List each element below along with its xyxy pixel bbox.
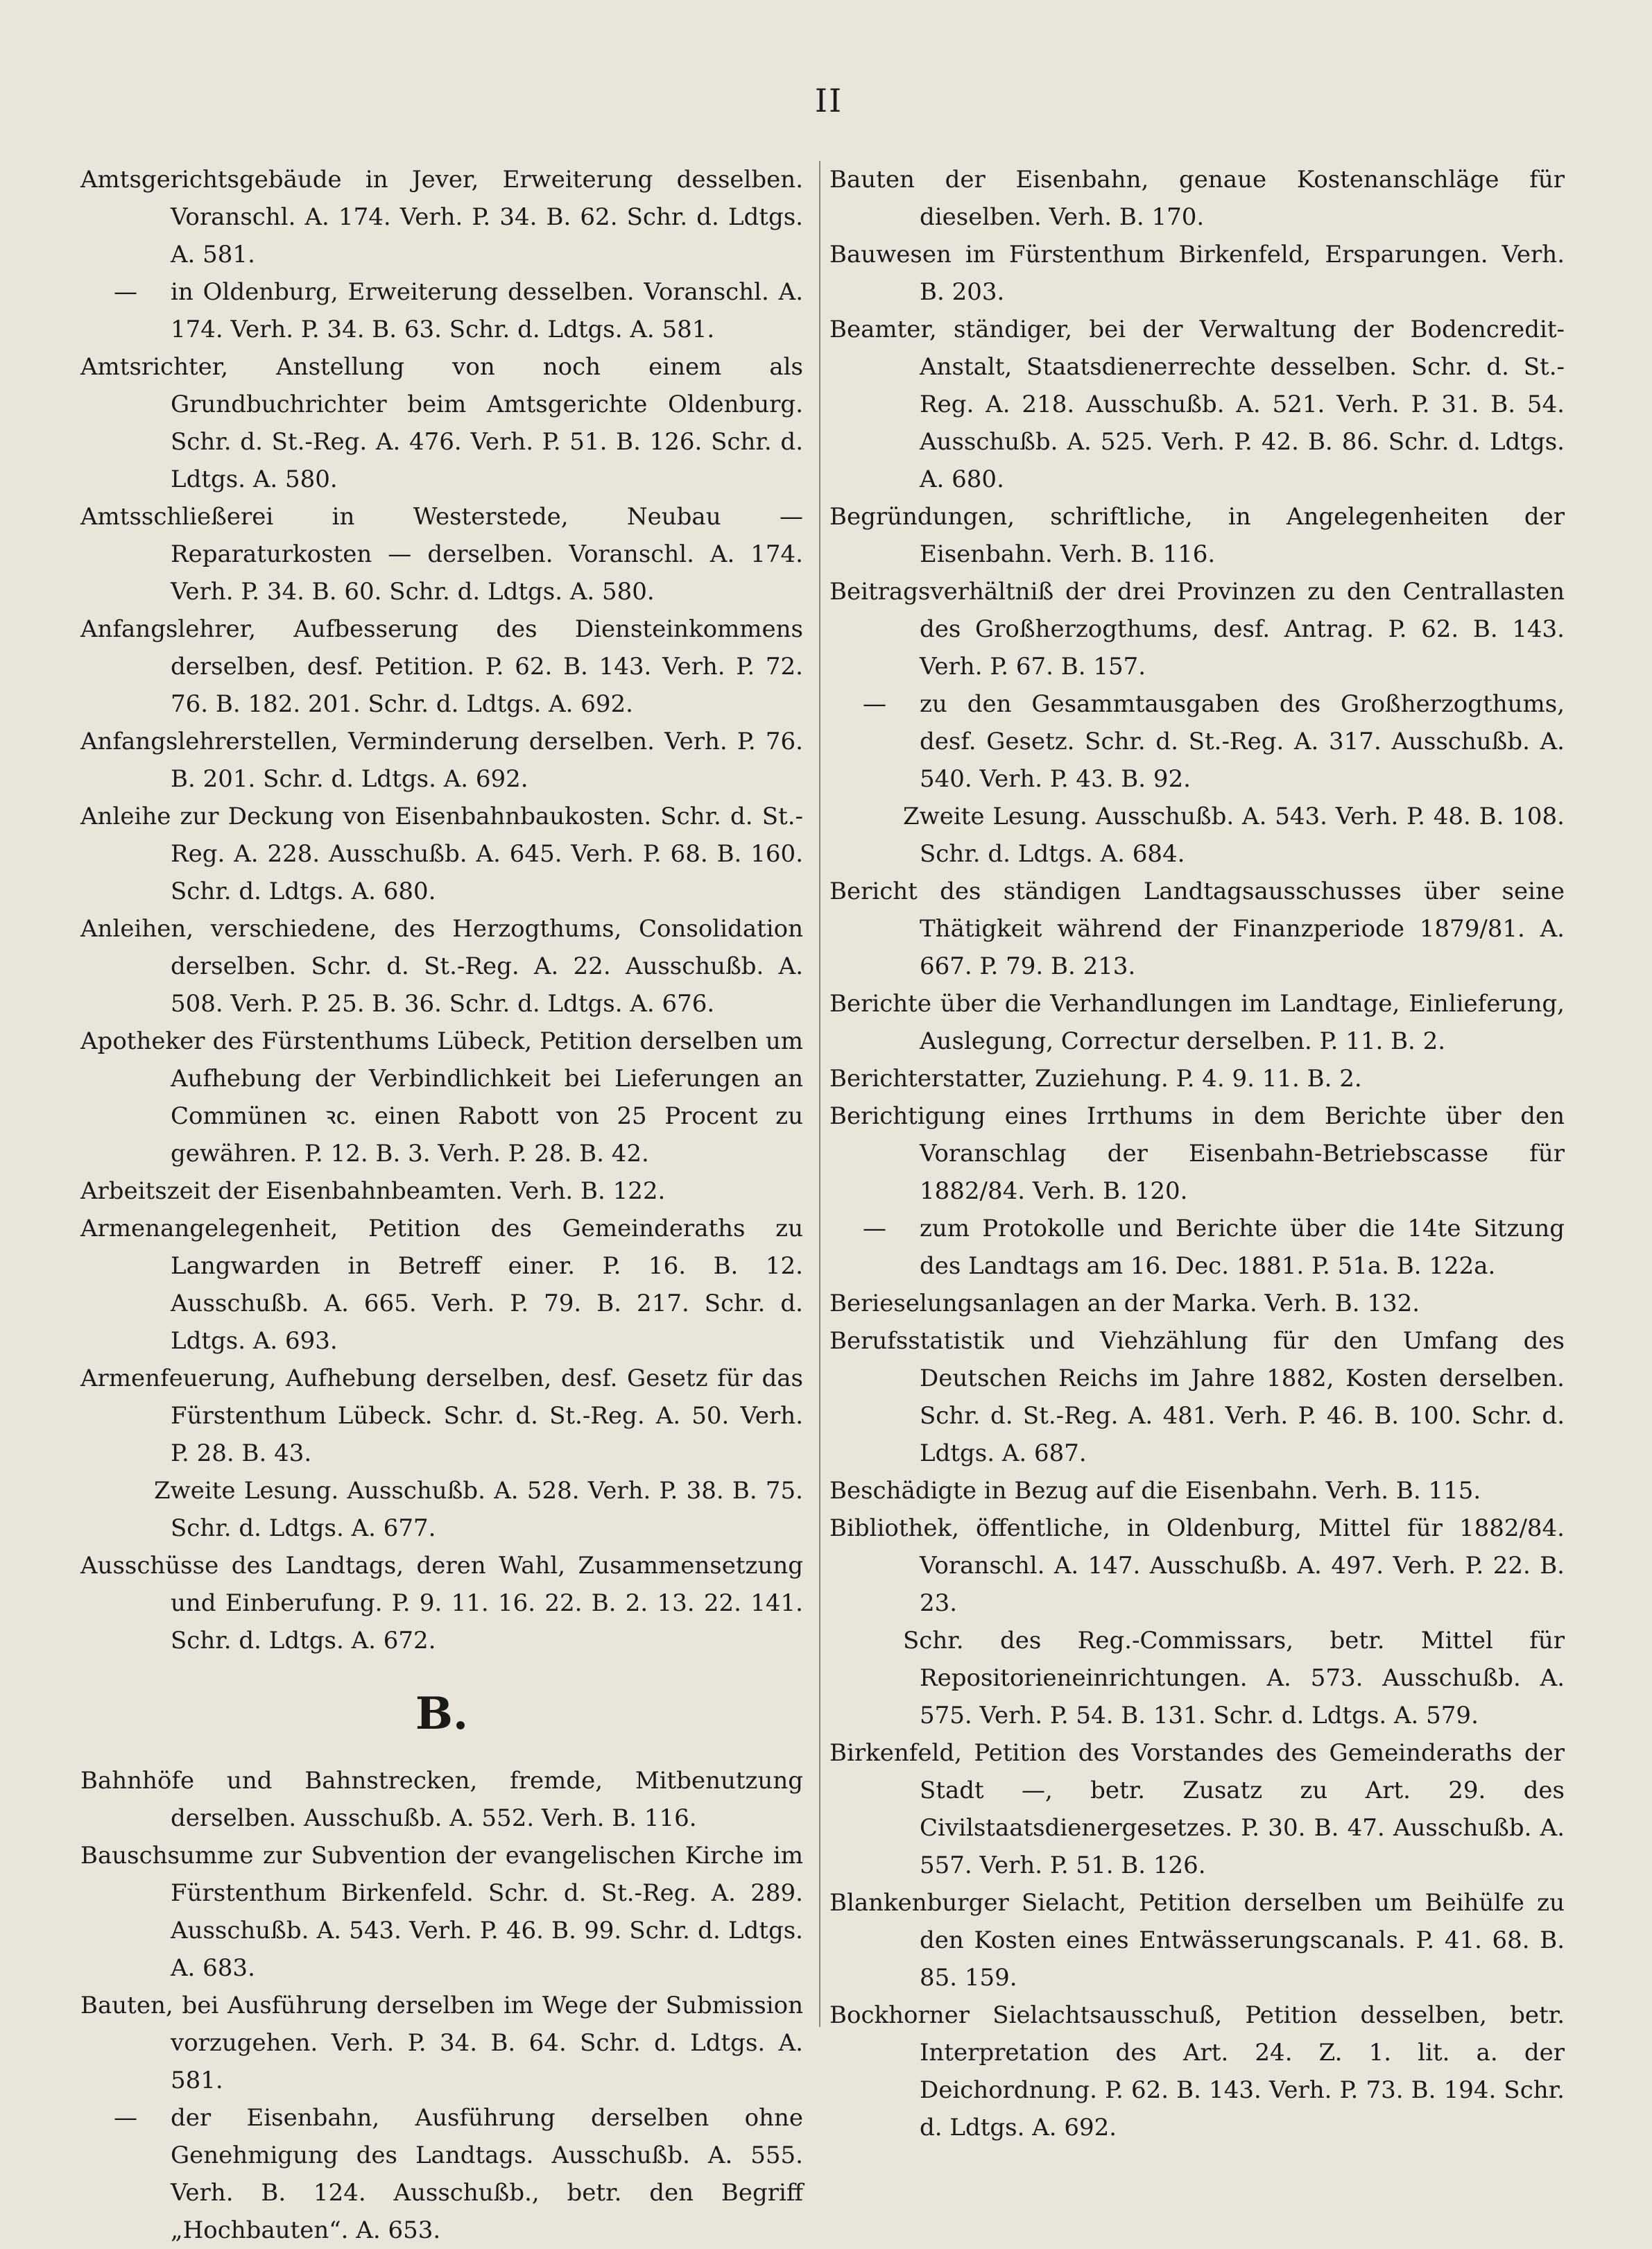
- index-entry: Beamter, ständiger, bei der Verwaltung der Bodencredit-Anstalt, Staatsdienerrechte desselben. Schr. d. St.-Reg. A. 218. Ausschußb. A. 521. Verh. P. 31. B. 54. Ausschußb. A. 525. Verh. P. 42. B. 86. Schr. d. Ldtgs. A. 680.: [829, 316, 1565, 493]
- index-subentry: [829, 685, 1565, 798]
- index-entry: Berichterstatter, Zuziehung. P. 4. 9. 11. B. 2.: [829, 1065, 1362, 1093]
- index-entry: Bericht des ständigen Landtagsausschusses über seine Thätigkeit während der Finanzperiode 1879/81. A. 667. P. 79. B. 213.: [829, 878, 1565, 980]
- left-column: [80, 161, 803, 2249]
- index-subentry: [829, 1210, 1565, 1285]
- index-subentry: [80, 2099, 803, 2249]
- index-entry: Bibliothek, öffentliche, in Oldenburg, Mittel für 1882/84. Voranschl. A. 147. Ausschußb. A. 497. Verh. P. 22. B. 23.: [829, 1514, 1565, 1617]
- index-subentry-text: der Eisenbahn, Ausführung derselben ohne Genehmigung des Landtags. Ausschußb. A. 555. Verh. B. 124. Ausschußb., betr. den Begriff „Hochbauten“. A. 653.: [171, 2104, 803, 2244]
- continuation-dash: —: [114, 2104, 137, 2132]
- index-continuation: Zweite Lesung. Ausschußb. A. 528. Verh. P. 38. B. 75. Schr. d. Ldtgs. A. 677.: [154, 1477, 803, 1542]
- index-entry: Birkenfeld, Petition des Vorstandes des Gemeinderaths der Stadt —, betr. Zusatz zu Art. 29. des Civilstaatsdienergesetzes. P. 30. B. 47. Ausschußb. A. 557. Verh. P. 51. B. 126.: [829, 1739, 1565, 1879]
- continuation-dash: —: [863, 690, 886, 718]
- index-entry: Blankenburger Sielacht, Petition derselben um Beihülfe zu den Kosten eines Entwässerungscanals. P. 41. 68. B. 85. 159.: [829, 1889, 1565, 1992]
- index-entry: Begründungen, schriftliche, in Angelegenheiten der Eisenbahn. Verh. B. 116.: [829, 503, 1565, 568]
- index-entry: Armenangelegenheit, Petition des Gemeinderaths zu Langwarden in Betreff einer. P. 16. B. 12. Ausschußb. A. 665. Verh. P. 79. B. 217. Schr. d. Ldtgs. A. 693.: [80, 1215, 803, 1355]
- column-divider: [819, 161, 820, 2027]
- index-entry: Armenfeuerung, Aufhebung derselben, desf. Gesetz für das Fürstenthum Lübeck. Schr. d. St.-Reg. A. 50. Verh. P. 28. B. 43.: [80, 1365, 803, 1467]
- index-entry: Bahnhöfe und Bahnstrecken, fremde, Mitbenutzung derselben. Ausschußb. A. 552. Verh. B. 116.: [80, 1767, 803, 1832]
- index-entry: Anfangslehrer, Aufbesserung des Diensteinkommens derselben, desf. Petition. P. 62. B. 143. Verh. P. 72. 76. B. 182. 201. Schr. d. Ldtgs. A. 692.: [80, 615, 803, 718]
- index-entry: Apotheker des Fürstenthums Lübeck, Petition derselben um Aufhebung der Verbindlichkeit bei Lieferungen an Commünen ꝛc. einen Rabott von 25 Procent zu gewähren. P. 12. B. 3. Verh. P. 28. B. 42.: [80, 1027, 803, 1168]
- index-entry: Berichte über die Verhandlungen im Landtage, Einlieferung, Auslegung, Correctur derselben. P. 11. B. 2.: [829, 990, 1565, 1055]
- index-entry: Arbeitszeit der Eisenbahnbeamten. Verh. B. 122.: [80, 1177, 666, 1205]
- index-continuation: Zweite Lesung. Ausschußb. A. 543. Verh. P. 48. B. 108. Schr. d. Ldtgs. A. 684.: [903, 803, 1565, 868]
- right-column: [829, 161, 1565, 2146]
- index-entry: Berieselungsanlagen an der Marka. Verh. B. 132.: [829, 1290, 1420, 1317]
- index-entry: Bauten, bei Ausführung derselben im Wege der Submission vorzugehen. Verh. P. 34. B. 64. Schr. d. Ldtgs. A. 581.: [80, 1992, 803, 2094]
- index-entry: Anleihe zur Deckung von Eisenbahnbaukosten. Schr. d. St.-Reg. A. 228. Ausschußb. A. 645. Verh. P. 68. B. 160. Schr. d. Ldtgs. A. 680.: [80, 803, 803, 905]
- continuation-dash: —: [114, 278, 137, 306]
- index-entry: Beschädigte in Bezug auf die Eisenbahn. Verh. B. 115.: [829, 1477, 1481, 1505]
- index-entry: Bauwesen im Fürstenthum Birkenfeld, Ersparungen. Verh. B. 203.: [829, 241, 1565, 306]
- index-entry: Beitragsverhältniß der drei Provinzen zu den Centrallasten des Großherzogthums, desf. Antrag. P. 62. B. 143. Verh. P. 67. B. 157.: [829, 578, 1565, 681]
- continuation-dash: —: [863, 1215, 886, 1242]
- index-subentry-text: zum Protokolle und Berichte über die 14te Sitzung des Landtags am 16. Dec. 1881. P. 51a. B. 122a.: [920, 1215, 1565, 1280]
- index-subentry-text: in Oldenburg, Erweiterung desselben. Voranschl. A. 174. Verh. P. 34. B. 63. Schr. d. Ldtgs. A. 581.: [171, 278, 803, 343]
- page-number: II: [814, 82, 843, 119]
- index-entry: Anleihen, verschiedene, des Herzogthums, Consolidation derselben. Schr. d. St.-Reg. A. 22. Ausschußb. A. 508. Verh. P. 25. B. 36. Schr. d. Ldtgs. A. 676.: [80, 915, 803, 1018]
- index-entry: Berufsstatistik und Viehzählung für den Umfang des Deutschen Reichs im Jahre 1882, Kosten derselben. Schr. d. St.-Reg. A. 481. Verh. P. 46. B. 100. Schr. d. Ldtgs. A. 687.: [829, 1327, 1565, 1467]
- index-entry: Bockhorner Sielachtsausschuß, Petition desselben, betr. Interpretation des Art. 24. Z. 1. lit. a. der Deichordnung. P. 62. B. 143. Verh. P. 73. B. 194. Schr. d. Ldtgs. A. 692.: [829, 2001, 1565, 2141]
- index-entry: Anfangslehrerstellen, Verminderung derselben. Verh. P. 76. B. 201. Schr. d. Ldtgs. A. 692.: [80, 728, 803, 793]
- index-entry: Amtsgerichtsgebäude in Jever, Erweiterung desselben. Voranschl. A. 174. Verh. P. 34. B. 62. Schr. d. Ldtgs. A. 581.: [80, 166, 803, 268]
- index-entry: Bauschsumme zur Subvention der evangelischen Kirche im Fürstenthum Birkenfeld. Schr. d. St.-Reg. A. 289. Ausschußb. A. 543. Verh. P. 46. B. 99. Schr. d. Ldtgs. A. 683.: [80, 1842, 803, 1982]
- index-entry: Berichtigung eines Irrthums in dem Berichte über den Voranschlag der Eisenbahn-Betriebscasse für 1882/84. Verh. B. 120.: [829, 1102, 1565, 1205]
- section-letter-heading: B.: [415, 1688, 469, 1740]
- index-entry: Amtsschließerei in Westerstede, Neubau — Reparaturkosten — derselben. Voranschl. A. 174. Verh. P. 34. B. 60. Schr. d. Ldtgs. A. 580.: [80, 503, 803, 606]
- index-entry: Amtsrichter, Anstellung von noch einem als Grundbuchrichter beim Amtsgerichte Oldenburg. Schr. d. St.-Reg. A. 476. Verh. P. 51. B. 126. Schr. d. Ldtgs. A. 580.: [80, 353, 803, 493]
- index-subentry-text: zu den Gesammtausgaben des Großherzogthums, desf. Gesetz. Schr. d. St.-Reg. A. 317. Ausschußb. A. 540. Verh. P. 43. B. 92.: [920, 690, 1565, 793]
- index-subentry: [80, 273, 803, 348]
- index-entry: Bauten der Eisenbahn, genaue Kostenanschläge für dieselben. Verh. B. 170.: [829, 166, 1565, 231]
- index-continuation: Schr. des Reg.-Commissars, betr. Mittel für Repositorieneinrichtungen. A. 573. Ausschußb. A. 575. Verh. P. 54. B. 131. Schr. d. Ldtgs. A. 579.: [903, 1627, 1565, 1729]
- index-entry: Ausschüsse des Landtags, deren Wahl, Zusammensetzung und Einberufung. P. 9. 11. 16. 22. B. 2. 13. 22. 141. Schr. d. Ldtgs. A. 672.: [80, 1552, 803, 1654]
